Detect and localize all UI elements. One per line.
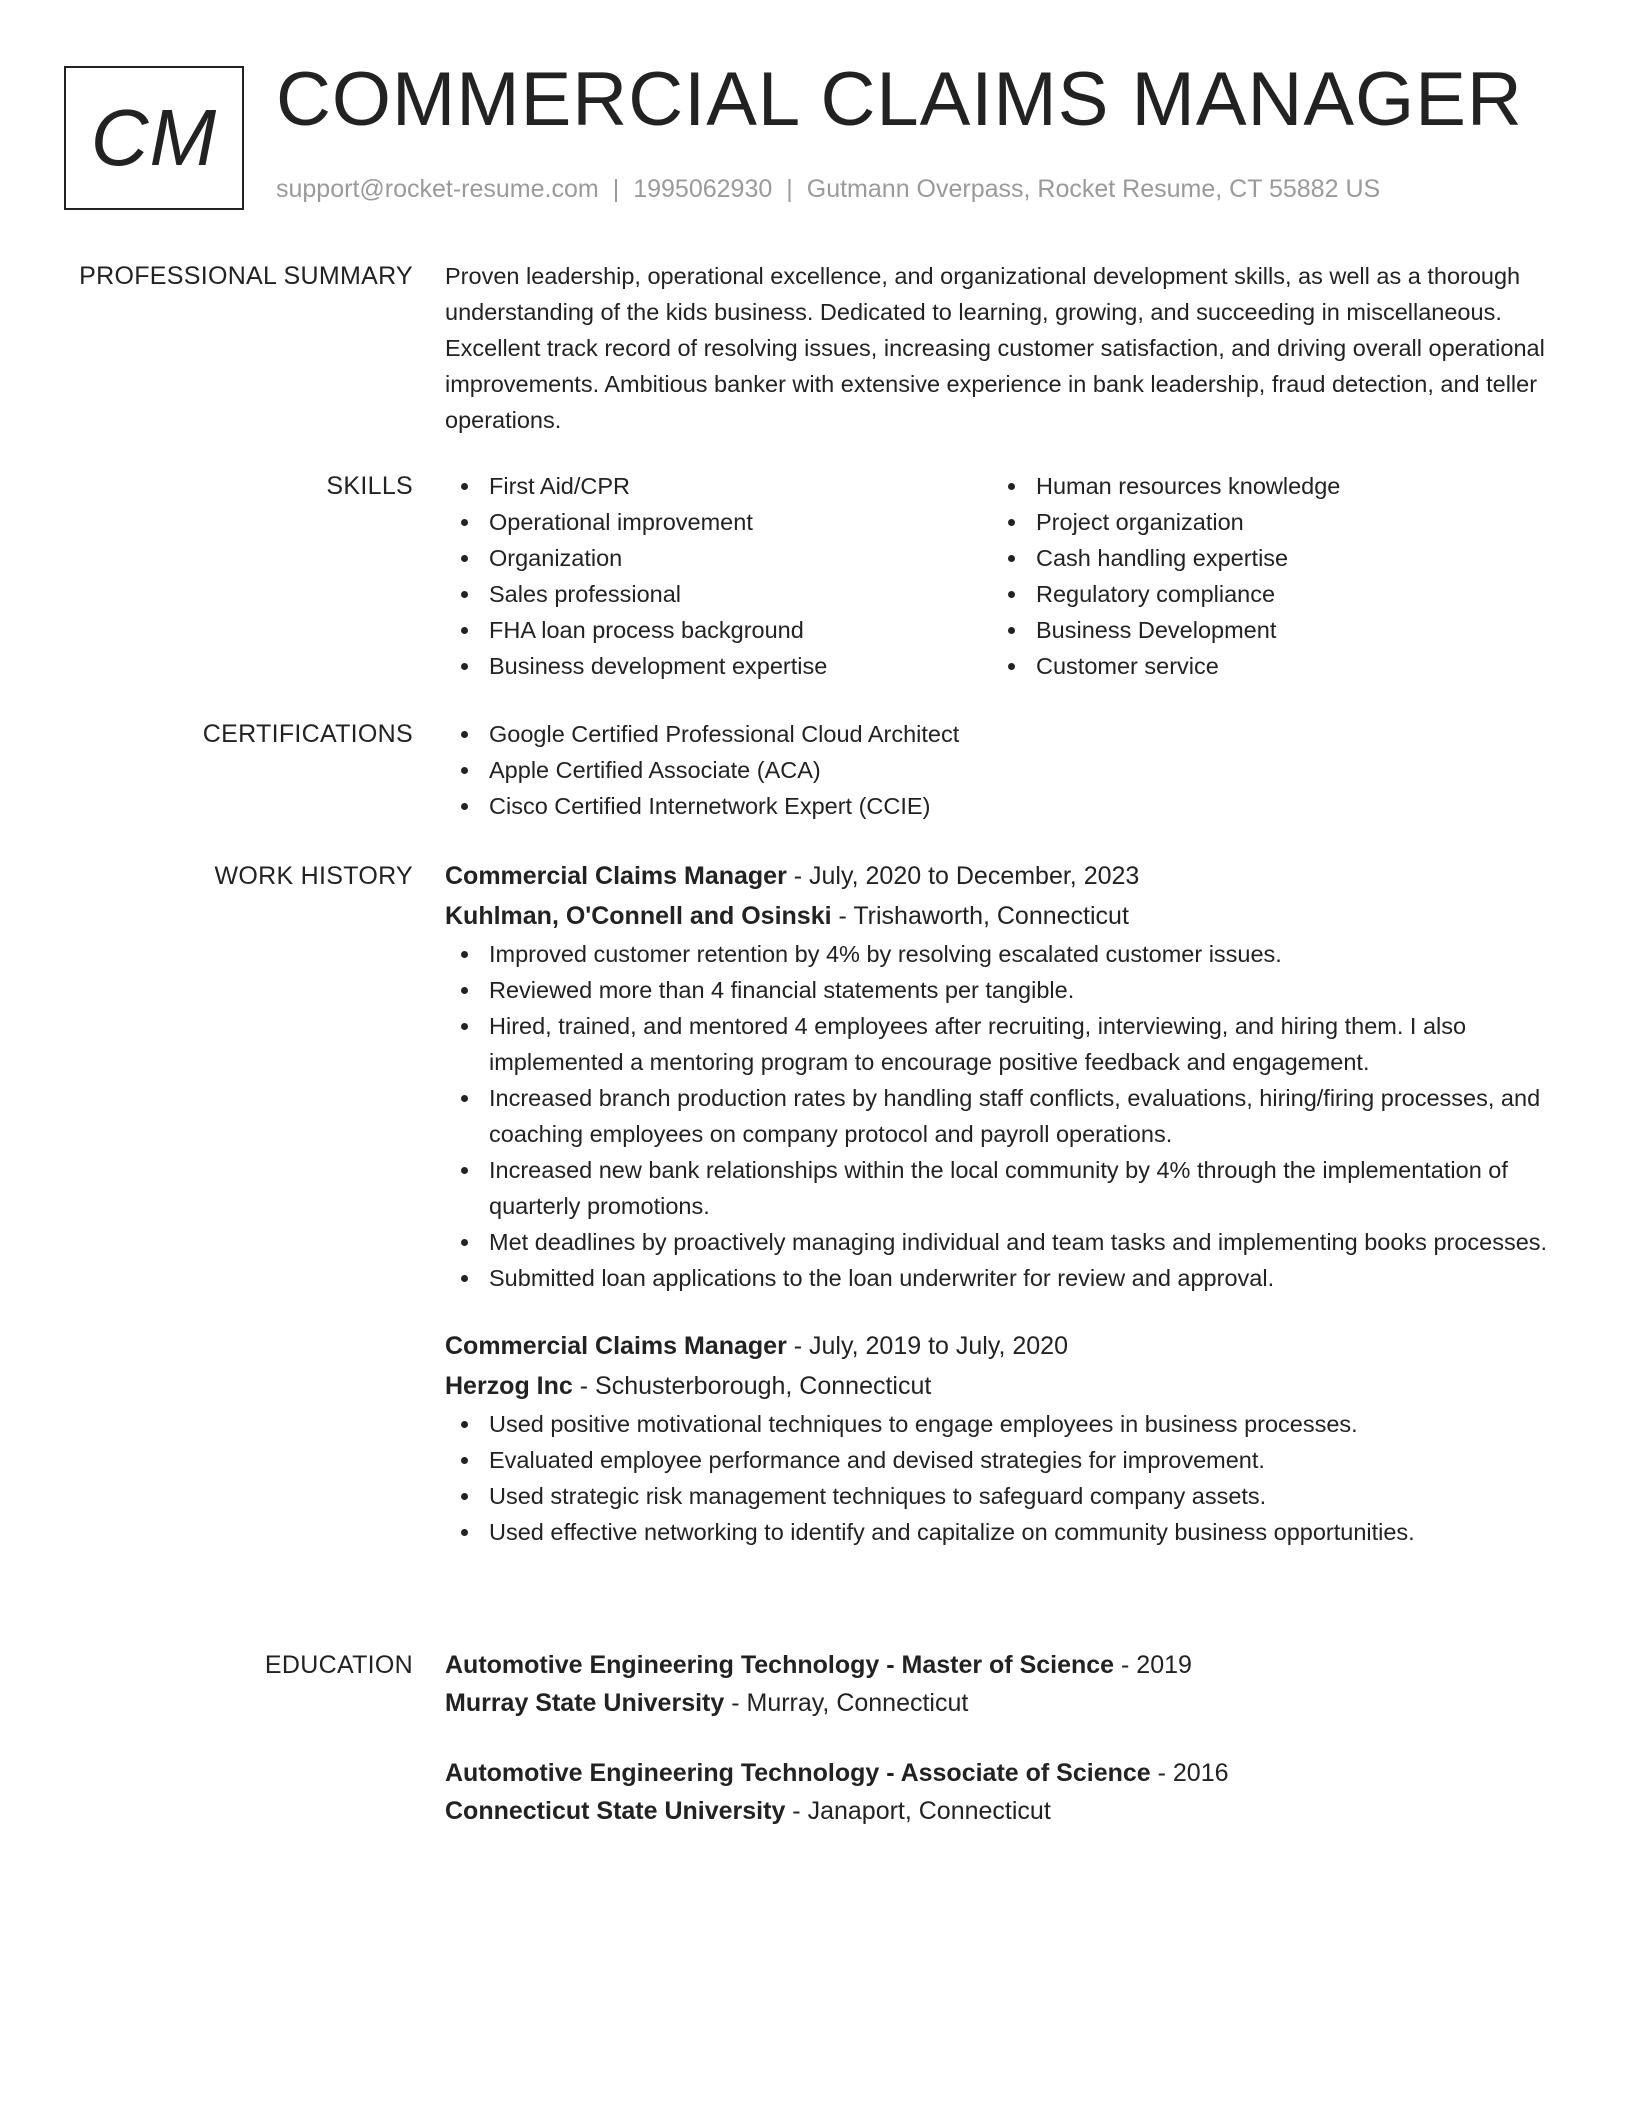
job-bullet: Used positive motivational techniques to engage employees in business processes. — [445, 1406, 1565, 1442]
monogram-badge — [64, 66, 244, 210]
certification-item: Google Certified Professional Cloud Architect — [445, 716, 1565, 752]
job-company: Herzog Inc — [445, 1372, 573, 1400]
skill-item: Project organization — [992, 504, 1539, 540]
job-bullet: Used effective networking to identify and capitalize on community business opportunities. — [445, 1514, 1565, 1550]
job-location: - Schusterborough, Connecticut — [572, 1372, 932, 1400]
contact-line — [276, 175, 1380, 204]
education-degree: Automotive Engineering Technology - Master of Science — [445, 1651, 1115, 1679]
skill-item: Cash handling expertise — [992, 540, 1539, 576]
job-bullet: Reviewed more than 4 financial statements per tangible. — [445, 972, 1565, 1008]
job-company-line — [445, 896, 1565, 936]
skills-body — [445, 468, 1565, 684]
skill-item: First Aid/CPR — [445, 468, 992, 504]
education-year: - 2019 — [1114, 1651, 1192, 1679]
contact-separator: | — [612, 175, 620, 203]
job-company: Kuhlman, O'Connell and Osinski — [445, 902, 832, 930]
job-title-line — [445, 856, 1565, 896]
certification-item: Apple Certified Associate (ACA) — [445, 752, 1565, 788]
job-dates: - July, 2020 to December, 2023 — [786, 862, 1140, 890]
skills-list-right — [992, 468, 1539, 684]
skills-list-left — [445, 468, 992, 684]
skills-heading: SKILLS — [326, 472, 413, 500]
education-entry — [445, 1754, 1565, 1830]
job-bullets — [445, 936, 1565, 1296]
skill-item: Business development expertise — [445, 648, 992, 684]
job-dates: - July, 2019 to July, 2020 — [786, 1332, 1068, 1360]
education-degree-line — [445, 1754, 1565, 1792]
certifications-list — [445, 716, 1565, 824]
job-title: Commercial Claims Manager — [445, 862, 787, 890]
job-title-line — [445, 1326, 1565, 1366]
job-location: - Trishaworth, Connecticut — [831, 902, 1129, 930]
education-entry — [445, 1646, 1565, 1722]
skill-item: Regulatory compliance — [992, 576, 1539, 612]
skill-item: Human resources knowledge — [992, 468, 1539, 504]
skill-item: Organization — [445, 540, 992, 576]
education-school-line — [445, 1792, 1565, 1830]
skill-item: Customer service — [992, 648, 1539, 684]
skill-item: Business Development — [992, 612, 1539, 648]
monogram-initials: CM — [90, 93, 218, 182]
certifications-body — [445, 716, 1565, 824]
job-title: Commercial Claims Manager — [445, 1332, 787, 1360]
job-bullet: Evaluated employee performance and devised strategies for improvement. — [445, 1442, 1565, 1478]
skill-item: Operational improvement — [445, 504, 992, 540]
skill-item: Sales professional — [445, 576, 992, 612]
job-entry — [445, 856, 1565, 1296]
contact-separator: | — [786, 175, 793, 203]
job-bullet: Hired, trained, and mentored 4 employees after recruiting, interviewing, and hiring them. I also implemented a mentoring program to encourage positive feedback and engagement. — [445, 1008, 1565, 1080]
education-school: Murray State University — [445, 1689, 725, 1717]
education-location: - Murray, Connecticut — [724, 1689, 969, 1717]
education-year: - 2016 — [1150, 1759, 1229, 1787]
summary-body — [445, 258, 1565, 438]
summary-text: Proven leadership, operational excellence, and organizational development skills, as well as a thorough understanding of the kids business. Dedicated to learning, growing, and succeeding in miscellaneous. Excellent track record of resolving issues, increasing customer satisfaction, and driving overall operational improvements. Ambitious banker with extensive experience in bank leadership, fraud detection, and teller operations. — [445, 263, 1545, 433]
job-bullet: Used strategic risk management techniques to safeguard company assets. — [445, 1478, 1565, 1514]
contact-address: Gutmann Overpass, Rocket Resume, CT 55882 US — [806, 175, 1381, 203]
work-history-heading: WORK HISTORY — [214, 862, 413, 890]
certification-item: Cisco Certified Internetwork Expert (CCIE) — [445, 788, 1565, 824]
skill-item: FHA loan process background — [445, 612, 992, 648]
education-school: Connecticut State University — [445, 1797, 786, 1825]
job-bullet: Met deadlines by proactively managing individual and team tasks and implementing books processes. — [445, 1224, 1565, 1260]
contact-email: support@rocket-resume.com — [276, 175, 599, 203]
job-bullet: Submitted loan applications to the loan underwriter for review and approval. — [445, 1260, 1565, 1296]
education-degree: Automotive Engineering Technology - Associate of Science — [445, 1759, 1151, 1787]
job-bullets — [445, 1406, 1565, 1550]
contact-phone: 1995062930 — [633, 175, 773, 203]
candidate-name: COMMERCIAL CLAIMS MANAGER — [276, 57, 1523, 142]
certifications-heading: CERTIFICATIONS — [202, 720, 413, 748]
education-degree-line — [445, 1646, 1565, 1684]
work-history-body — [445, 856, 1565, 1550]
education-school-line — [445, 1684, 1565, 1722]
job-bullet: Increased branch production rates by handling staff conflicts, evaluations, hiring/firing processes, and coaching employees on company protocol and payroll operations. — [445, 1080, 1565, 1152]
job-company-line — [445, 1366, 1565, 1406]
education-location: - Janaport, Connecticut — [785, 1797, 1051, 1825]
job-bullet: Increased new bank relationships within the local community by 4% through the implementation of quarterly promotions. — [445, 1152, 1565, 1224]
job-bullet: Improved customer retention by 4% by resolving escalated customer issues. — [445, 936, 1565, 972]
education-heading: EDUCATION — [264, 1651, 413, 1679]
job-entry — [445, 1326, 1565, 1550]
education-body — [445, 1646, 1565, 1830]
summary-heading: PROFESSIONAL SUMMARY — [79, 262, 413, 290]
